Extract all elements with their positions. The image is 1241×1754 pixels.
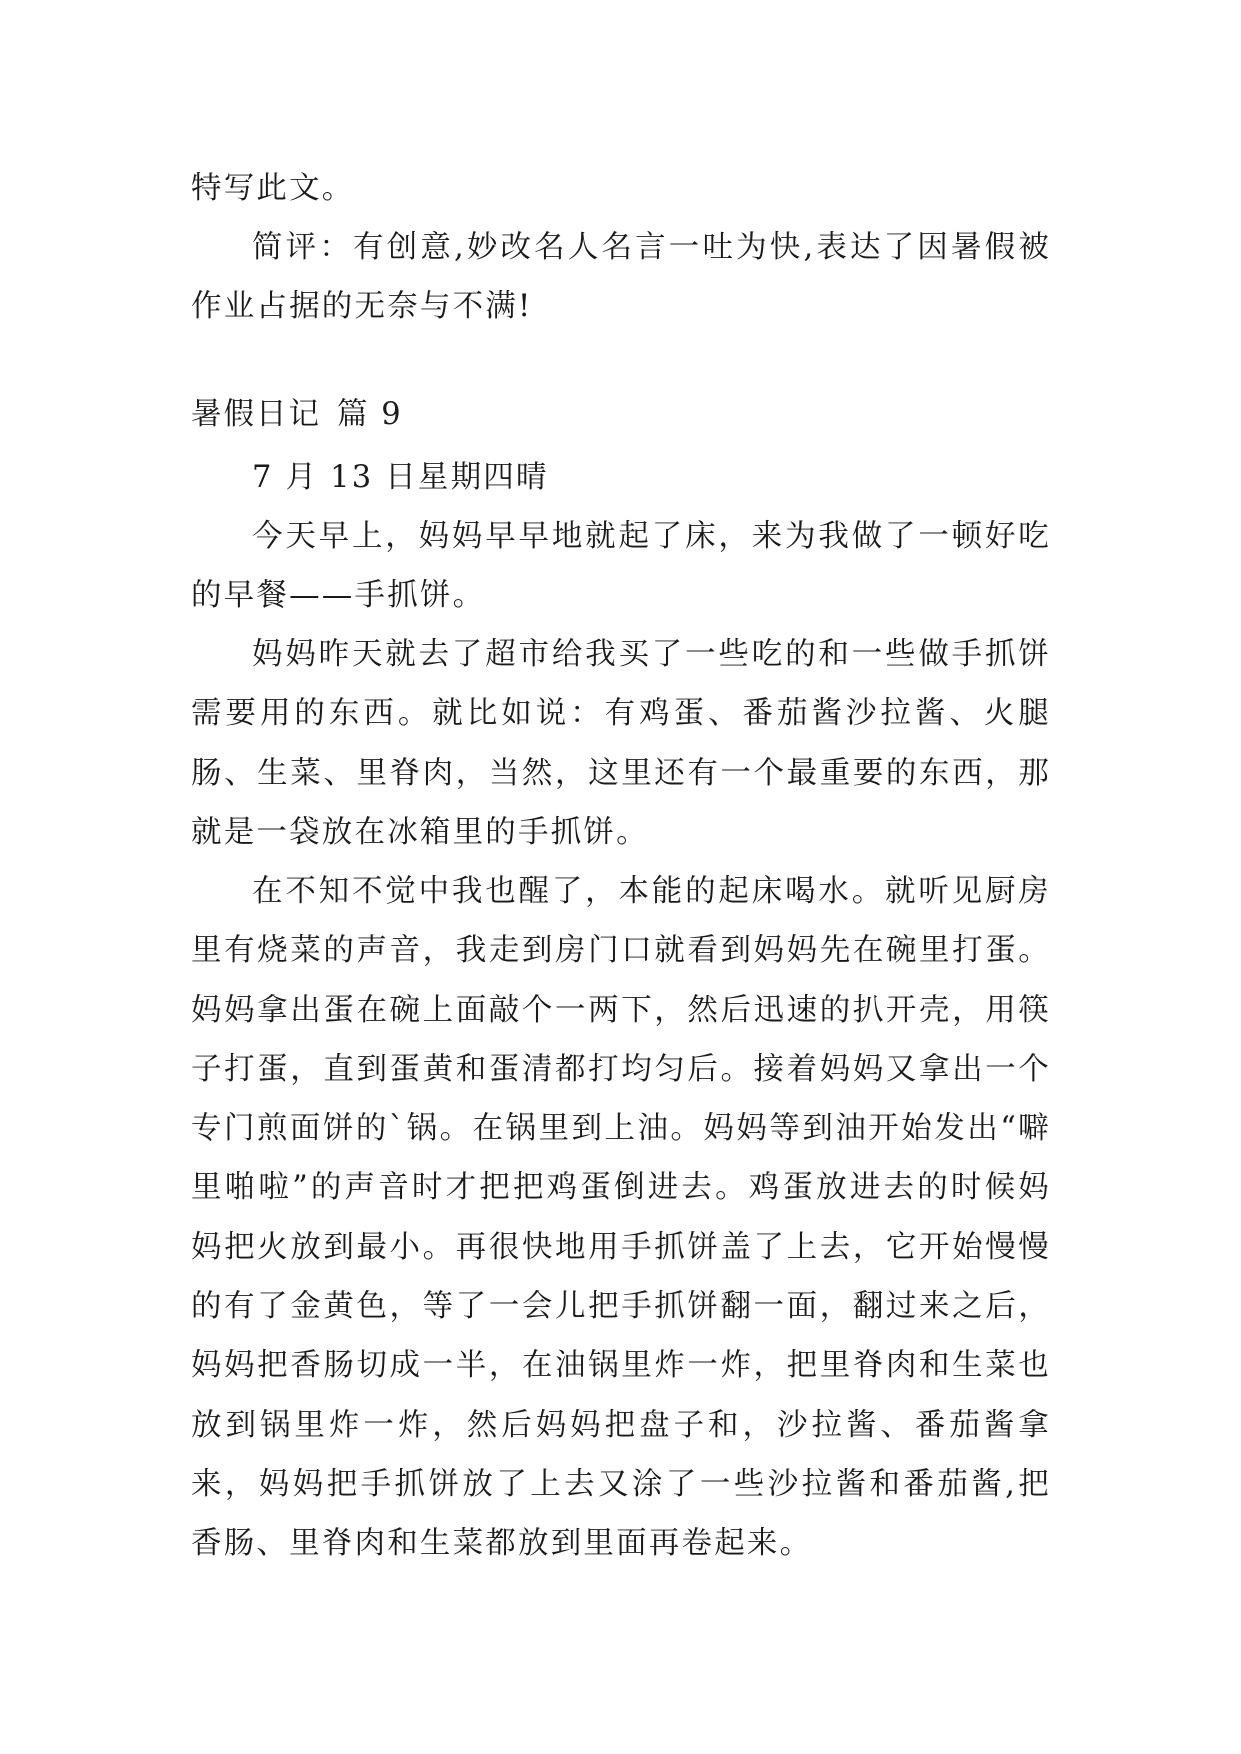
comment-paragraph: 简评：有创意,妙改名人名言一吐为快,表达了因暑假被作业占据的无奈与不满!	[191, 230, 1051, 325]
section-title: 暑假日记	[191, 397, 321, 432]
diary-paragraph-2: 妈妈昨天就去了超市给我买了一些吃的和一些做手抓饼需要用的东西。就比如说：有鸡蛋、番茄酱沙拉酱、火腿肠、生菜、里脊肉，当然，这里还有一个最重要的东西，那就是一袋放在冰箱里的手抓饼。	[191, 637, 1051, 850]
previous-article-ending: 特写此文。	[191, 171, 355, 206]
diary-date-line: 7 月 13 日星期四晴	[252, 460, 549, 495]
section-heading	[191, 395, 403, 435]
diary-paragraph-3: 在不知不觉中我也醒了，本能的起床喝水。就听见厨房里有烧菜的声音，我走到房门口就看到妈妈先在碗里打蛋。妈妈拿出蛋在碗上面敲个一两下，然后迅速的扒开壳，用筷子打蛋，直到蛋黄和蛋清都打均匀后。接着妈妈又拿出一个专门煎面饼的`锅。在锅里到上油。妈妈等到油开始发出“噼里啪啦”的声音时才把把鸡蛋倒进去。鸡蛋放进去的时候妈妈把火放到最小。再很快地用手抓饼盖了上去，它开始慢慢的有了金黄色，等了一会儿把手抓饼翻一面，翻过来之后，妈妈把香肠切成一半，在油锅里炸一炸，把里脊肉和生菜也放到锅里炸一炸，然后妈妈把盘子和，沙拉酱、番茄酱拿来，妈妈把手抓饼放了上去又涂了一些沙拉酱和番茄酱,把香肠、里脊肉和生菜都放到里面再卷起来。	[191, 874, 1051, 1562]
section-label: 篇 9	[337, 397, 403, 432]
diary-paragraph-1: 今天早上，妈妈早早地就起了床，来为我做了一顿好吃的早餐——手抓饼。	[191, 519, 1051, 614]
